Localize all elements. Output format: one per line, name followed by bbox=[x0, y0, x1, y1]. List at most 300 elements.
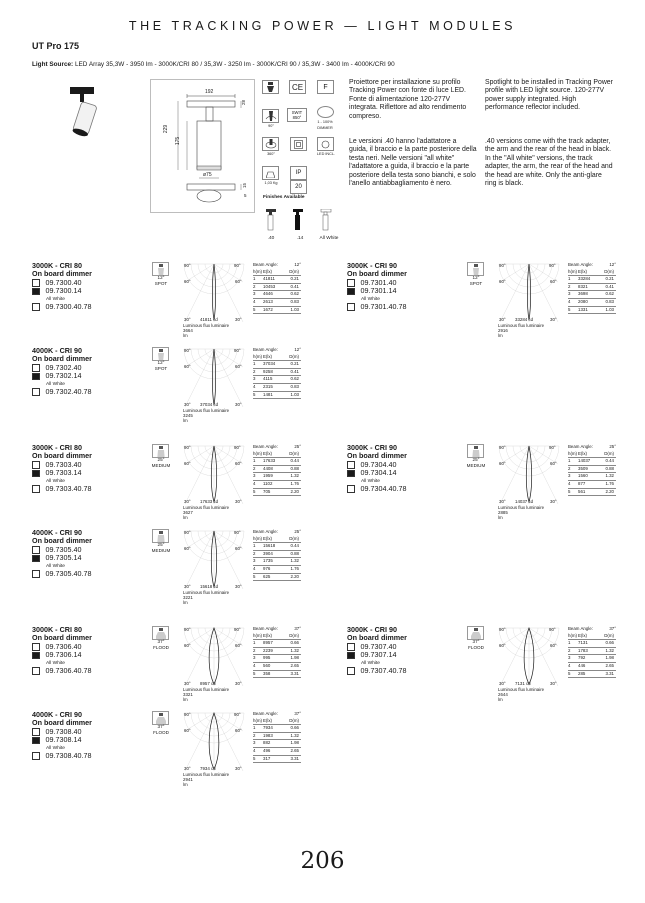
code-text: 09.7305.40 bbox=[45, 544, 82, 554]
cell-e: 37034 bbox=[263, 361, 276, 367]
polar-30-right: 30° bbox=[235, 402, 242, 407]
product-photo bbox=[64, 83, 109, 143]
variant-title: 3000K - CRI 90 bbox=[347, 261, 397, 270]
cell-d: 3.31 bbox=[290, 670, 299, 676]
table-row bbox=[568, 481, 616, 489]
cell-e: 877 bbox=[578, 480, 586, 486]
cell-d: 0.44 bbox=[290, 543, 299, 549]
beam-angle-value: 37° bbox=[294, 711, 301, 716]
cell-e: 1672 bbox=[263, 306, 273, 312]
cell-d: 0.88 bbox=[290, 550, 299, 556]
cell-d: 2.20 bbox=[290, 488, 299, 494]
variant-block bbox=[32, 528, 301, 605]
cell-d: 1.32 bbox=[290, 473, 299, 479]
cell-d: 0.62 bbox=[605, 291, 614, 297]
code-text: 09.7306.40 bbox=[45, 641, 82, 651]
illuminance-table bbox=[253, 444, 301, 496]
variant-subtitle: On board dimmer bbox=[32, 718, 92, 728]
polar-cd: 41811 cd bbox=[200, 317, 218, 322]
polar-cd: 37034 cd bbox=[200, 402, 219, 407]
polar-30-right: 30° bbox=[550, 499, 557, 504]
variant-block bbox=[347, 261, 616, 338]
table-row bbox=[253, 740, 301, 748]
beam-angle-row bbox=[253, 262, 301, 269]
all-white-label: All White bbox=[361, 660, 380, 666]
cell-h: 5 bbox=[568, 488, 571, 494]
table-row bbox=[253, 671, 301, 679]
illuminance-table bbox=[568, 626, 616, 678]
cell-e: 1983 bbox=[263, 732, 273, 738]
swatch-white bbox=[32, 461, 40, 469]
polar-90-left: 90° bbox=[184, 627, 191, 632]
led-included-label: LED INCL. bbox=[316, 152, 336, 156]
cell-e: 1783 bbox=[578, 647, 588, 653]
luminous-flux-label: Luminous flux luminaire bbox=[498, 505, 545, 510]
table-row bbox=[568, 466, 616, 474]
beam-icon bbox=[467, 626, 484, 640]
polar-60-right: 60° bbox=[235, 643, 242, 648]
dim-28: 28 bbox=[241, 99, 247, 106]
polar-60-left: 60° bbox=[499, 279, 506, 284]
cell-d: 0.62 bbox=[290, 376, 299, 382]
cell-d: 0.41 bbox=[605, 283, 614, 289]
code-text: 09.7304.40 bbox=[360, 459, 397, 469]
tilt-angle-label: 90° bbox=[268, 124, 274, 128]
swit-icon: SWIT 850° bbox=[287, 108, 307, 122]
led-icon bbox=[317, 137, 334, 151]
cell-e: 1959 bbox=[263, 473, 273, 479]
cell-d: 1.32 bbox=[290, 647, 299, 653]
cell-d: 3.31 bbox=[290, 755, 299, 761]
table-row bbox=[253, 543, 301, 551]
polar-60-left: 60° bbox=[184, 279, 191, 284]
luminous-flux-label: Luminous flux luminaire bbox=[183, 505, 230, 510]
polar-90-right: 90° bbox=[549, 445, 556, 450]
table-row bbox=[568, 640, 616, 648]
cell-e: 1481 bbox=[263, 391, 273, 397]
cell-h: 4 bbox=[568, 662, 571, 668]
cell-e: 705 bbox=[263, 488, 271, 494]
luminous-flux-label: Luminous flux luminaire bbox=[183, 323, 230, 328]
cell-h: 2 bbox=[253, 465, 256, 471]
cell-e: 10453 bbox=[263, 283, 276, 289]
variant-subtitle: On board dimmer bbox=[32, 451, 92, 461]
cell-e: 33284 bbox=[578, 276, 591, 282]
cell-d: 0.83 bbox=[605, 298, 614, 304]
polar-90-left: 90° bbox=[499, 445, 506, 450]
cell-h: 2 bbox=[253, 368, 256, 374]
beam-name: FLOOD bbox=[153, 645, 169, 650]
polar-diagram bbox=[183, 529, 245, 591]
code-dark bbox=[32, 372, 92, 380]
beam-name: SPOT bbox=[469, 281, 483, 286]
polar-30-right: 30° bbox=[235, 317, 242, 322]
table-row bbox=[253, 276, 301, 284]
all-white-label: All White bbox=[46, 745, 65, 751]
col-h: h(m) bbox=[253, 353, 263, 359]
code-dark bbox=[32, 651, 92, 659]
table-header bbox=[253, 354, 301, 362]
beam-angle-value: 12° bbox=[294, 347, 301, 352]
code-text: 09.7305.14 bbox=[45, 553, 82, 563]
cell-h: 3 bbox=[253, 558, 256, 564]
polar-90-right: 90° bbox=[234, 263, 241, 268]
cell-h: 5 bbox=[253, 391, 256, 397]
swatch-black bbox=[32, 737, 40, 745]
polar-60-right: 60° bbox=[235, 364, 242, 369]
cell-d: 0.21 bbox=[290, 361, 299, 367]
variant-block bbox=[32, 710, 301, 787]
code-text: 09.7306.14 bbox=[45, 650, 82, 660]
all-white-label: All White bbox=[361, 296, 380, 302]
col-h: h(m) bbox=[253, 268, 263, 274]
cell-h: 4 bbox=[253, 383, 256, 389]
polar-90-left: 90° bbox=[499, 263, 506, 268]
cell-h: 1 bbox=[253, 361, 256, 367]
cell-d: 1.32 bbox=[605, 473, 614, 479]
swatch-black bbox=[347, 288, 355, 296]
class-icon bbox=[290, 137, 307, 151]
cell-h: 4 bbox=[253, 565, 256, 571]
col-h: h(m) bbox=[568, 450, 578, 456]
code-text: 09.7303.14 bbox=[45, 468, 82, 478]
dim-192: 192 bbox=[205, 89, 214, 95]
variant-title: 4000K - CRI 90 bbox=[32, 346, 82, 355]
luminous-flux-label: Luminous flux luminaire bbox=[183, 590, 230, 595]
polar-90-right: 90° bbox=[234, 530, 241, 535]
weight-label: 1,03 Kg bbox=[264, 181, 278, 185]
description-it-versions: Le versioni .40 hanno l'adattatore a guida, il braccio e la parte posteriore della testa neri. Nelle versioni "all white" l'adattatore a guida, il braccio e la parte posteriore della testa sono bianchi, e solo l'anello antiabbagliamento è nero. bbox=[349, 138, 477, 188]
polar-30-right: 30° bbox=[235, 681, 242, 686]
code-text: 09.7307.14 bbox=[360, 650, 397, 660]
polar-60-left: 60° bbox=[184, 546, 191, 551]
table-row bbox=[253, 663, 301, 671]
polar-30-left: 30° bbox=[184, 317, 191, 322]
cell-e: 8957 bbox=[263, 640, 273, 646]
polar-90-right: 90° bbox=[234, 627, 241, 632]
col-d: D(m) bbox=[604, 632, 614, 638]
luminous-flux-value: 2885 lm bbox=[498, 510, 508, 520]
code-text: 09.7300.14 bbox=[45, 286, 82, 296]
beam-angle-row bbox=[253, 711, 301, 718]
code-all-white bbox=[32, 485, 92, 493]
cell-d: 2.65 bbox=[290, 662, 299, 668]
variant-block bbox=[32, 261, 301, 338]
luminous-flux-value: 3245 lm bbox=[183, 413, 193, 423]
cell-e: 561 bbox=[578, 488, 586, 494]
col-d: D(m) bbox=[289, 450, 299, 456]
cell-e: 1331 bbox=[578, 306, 588, 312]
cell-d: 0.44 bbox=[605, 458, 614, 464]
polar-30-left: 30° bbox=[184, 766, 191, 771]
cell-e: 1735 bbox=[263, 558, 273, 564]
cell-d: 1.03 bbox=[605, 306, 614, 312]
beam-angle-row bbox=[253, 444, 301, 451]
cell-d: 1.03 bbox=[290, 306, 299, 312]
code-text: 09.7308.40 bbox=[45, 726, 82, 736]
all-white-label: All White bbox=[361, 478, 380, 484]
cell-e: 995 bbox=[263, 655, 271, 661]
code-dark bbox=[32, 469, 92, 477]
polar-60-left: 60° bbox=[184, 728, 191, 733]
col-e: E(lx) bbox=[263, 535, 273, 541]
cell-e: 2613 bbox=[263, 298, 273, 304]
table-row bbox=[568, 489, 616, 497]
polar-90-right: 90° bbox=[234, 712, 241, 717]
cell-h: 2 bbox=[568, 283, 571, 289]
table-row bbox=[568, 458, 616, 466]
code-text: 09.7302.14 bbox=[45, 371, 82, 381]
polar-90-left: 90° bbox=[184, 348, 191, 353]
illuminance-table bbox=[568, 444, 616, 496]
code-text: 09.7302.40.78 bbox=[45, 386, 92, 396]
beam-angle-row bbox=[568, 444, 616, 451]
cell-e: 9258 bbox=[263, 368, 273, 374]
beam-name: SPOT bbox=[154, 281, 168, 286]
rotation-label: 360° bbox=[267, 152, 275, 156]
table-row bbox=[568, 473, 616, 481]
code-dark bbox=[32, 554, 92, 562]
swatch-white bbox=[32, 279, 40, 287]
table-row bbox=[568, 276, 616, 284]
beam-icon bbox=[467, 262, 484, 276]
tilt-icon bbox=[262, 109, 279, 123]
code-text: 09.7308.40.78 bbox=[45, 750, 92, 760]
col-d: D(m) bbox=[289, 632, 299, 638]
table-row bbox=[253, 566, 301, 574]
table-row bbox=[253, 481, 301, 489]
table-row bbox=[568, 655, 616, 663]
swatch-white bbox=[347, 485, 355, 493]
cell-h: 1 bbox=[568, 276, 571, 282]
swatch-black bbox=[32, 652, 40, 660]
cell-h: 4 bbox=[253, 480, 256, 486]
cell-d: 0.66 bbox=[290, 640, 299, 646]
variant-subtitle: On board dimmer bbox=[32, 354, 92, 364]
light-source-text: LED Array 35,3W - 3950 lm - 3000K/CRI 80 / 35,3W - 3250 lm - 3000K/CRI 90 / 35,3W - 3400 lm - 4000K/CRI 90 bbox=[73, 61, 395, 68]
ip-value: 20 bbox=[290, 180, 307, 194]
polar-cd: 15618 cd bbox=[200, 584, 219, 589]
beam-angle-label: Beam Angle: bbox=[253, 529, 278, 534]
variant-subtitle: On board dimmer bbox=[32, 633, 92, 643]
polar-30-left: 30° bbox=[184, 681, 191, 686]
code-all-white bbox=[347, 667, 407, 675]
cell-e: 3904 bbox=[263, 550, 273, 556]
swatch-black bbox=[32, 555, 40, 563]
polar-60-left: 60° bbox=[499, 461, 506, 466]
rotation-icon bbox=[262, 137, 279, 151]
beam-degree: 37° bbox=[157, 724, 165, 729]
cell-e: 2239 bbox=[263, 647, 273, 653]
variant-block bbox=[347, 625, 616, 702]
cell-d: 1.98 bbox=[290, 655, 299, 661]
cell-d: 2.65 bbox=[605, 662, 614, 668]
beam-angle-value: 25° bbox=[294, 529, 301, 534]
col-d: D(m) bbox=[604, 450, 614, 456]
code-all-white bbox=[32, 667, 92, 675]
col-e: E(lx) bbox=[578, 450, 588, 456]
polar-diagram bbox=[183, 262, 245, 324]
cell-h: 3 bbox=[568, 655, 571, 661]
beam-angle-value: 37° bbox=[609, 626, 616, 631]
beam-angle-row bbox=[253, 347, 301, 354]
cell-d: 0.66 bbox=[290, 725, 299, 731]
code-text: 09.7308.14 bbox=[45, 735, 82, 745]
beam-angle-value: 12° bbox=[294, 262, 301, 267]
swatch-white bbox=[32, 570, 40, 578]
beam-degree: 25° bbox=[157, 457, 165, 462]
table-row bbox=[253, 299, 301, 307]
cell-d: 0.83 bbox=[290, 383, 299, 389]
variant-subtitle: On board dimmer bbox=[347, 269, 407, 279]
cell-e: 17633 bbox=[263, 458, 276, 464]
dim-175: 175 bbox=[175, 136, 182, 146]
polar-90-right: 90° bbox=[234, 348, 241, 353]
illuminance-table bbox=[253, 262, 301, 314]
code-dark bbox=[347, 651, 407, 659]
table-row bbox=[253, 291, 301, 299]
table-header bbox=[253, 718, 301, 726]
col-e: E(lx) bbox=[263, 717, 273, 723]
col-d: D(m) bbox=[289, 717, 299, 723]
beam-angle-label: Beam Angle: bbox=[568, 262, 593, 267]
ip-label: IP bbox=[290, 166, 307, 180]
cell-d: 1.76 bbox=[605, 480, 614, 486]
cell-d: 0.41 bbox=[290, 283, 299, 289]
beam-icon bbox=[152, 444, 169, 458]
table-header bbox=[253, 633, 301, 641]
cell-d: 0.88 bbox=[290, 465, 299, 471]
polar-60-right: 60° bbox=[550, 461, 557, 466]
illuminance-table bbox=[253, 529, 301, 581]
cell-d: 0.21 bbox=[290, 276, 299, 282]
cell-d: 1.98 bbox=[605, 655, 614, 661]
cell-d: 1.32 bbox=[290, 732, 299, 738]
polar-30-left: 30° bbox=[184, 584, 191, 589]
variant-title: 4000K - CRI 90 bbox=[32, 528, 82, 537]
beam-angle-label: Beam Angle: bbox=[253, 262, 278, 267]
cell-h: 1 bbox=[253, 276, 256, 282]
finish-all-white: All White bbox=[319, 236, 339, 241]
cell-h: 4 bbox=[568, 480, 571, 486]
beam-icon bbox=[152, 711, 169, 725]
table-row bbox=[253, 640, 301, 648]
variant-title: 4000K - CRI 90 bbox=[32, 710, 82, 719]
table-header bbox=[253, 269, 301, 277]
polar-30-left: 30° bbox=[499, 317, 506, 322]
code-text: 09.7301.14 bbox=[360, 286, 397, 296]
variant-title: 3000K - CRI 90 bbox=[347, 443, 397, 452]
cell-e: 1102 bbox=[263, 480, 273, 486]
code-all-white bbox=[32, 570, 92, 578]
cell-h: 2 bbox=[253, 732, 256, 738]
polar-30-left: 30° bbox=[184, 499, 191, 504]
polar-30-right: 30° bbox=[235, 499, 242, 504]
table-row bbox=[253, 489, 301, 497]
polar-30-left: 30° bbox=[499, 499, 506, 504]
swatch-white bbox=[32, 667, 40, 675]
table-row bbox=[253, 574, 301, 582]
luminous-flux-value: 3664 lm bbox=[183, 328, 193, 338]
variant-block bbox=[32, 346, 301, 423]
cell-e: 8321 bbox=[578, 283, 588, 289]
illuminance-table bbox=[253, 711, 301, 763]
col-d: D(m) bbox=[604, 268, 614, 274]
polar-30-right: 30° bbox=[235, 584, 242, 589]
polar-90-left: 90° bbox=[184, 712, 191, 717]
code-all-white bbox=[347, 303, 407, 311]
illuminance-table bbox=[253, 347, 301, 399]
code-all-white bbox=[32, 752, 92, 760]
variant-block bbox=[347, 443, 616, 520]
luminous-flux-value: 2941 lm bbox=[183, 777, 193, 787]
table-row bbox=[253, 655, 301, 663]
cell-d: 1.32 bbox=[290, 558, 299, 564]
col-e: E(lx) bbox=[578, 268, 588, 274]
code-all-white bbox=[347, 485, 407, 493]
polar-60-right: 60° bbox=[235, 279, 242, 284]
dimmer-range-label: 1 - 100% bbox=[317, 120, 333, 124]
code-text: 09.7303.40 bbox=[45, 459, 82, 469]
cell-d: 1.03 bbox=[290, 391, 299, 397]
cell-h: 1 bbox=[253, 640, 256, 646]
cell-h: 3 bbox=[253, 655, 256, 661]
cell-d: 0.66 bbox=[605, 640, 614, 646]
beam-icon bbox=[152, 347, 169, 361]
cell-e: 560 bbox=[263, 662, 271, 668]
cell-h: 5 bbox=[253, 573, 256, 579]
code-text: 09.7303.40.78 bbox=[45, 483, 92, 493]
cell-h: 1 bbox=[253, 458, 256, 464]
beam-angle-value: 37° bbox=[294, 626, 301, 631]
cell-e: 7934 bbox=[263, 725, 273, 731]
beam-icon bbox=[152, 626, 169, 640]
code-text: 09.7301.40 bbox=[360, 277, 397, 287]
cell-e: 15618 bbox=[263, 543, 276, 549]
cell-h: 3 bbox=[253, 376, 256, 382]
polar-diagram bbox=[183, 626, 245, 688]
cell-h: 5 bbox=[568, 670, 571, 676]
cell-e: 7131 bbox=[578, 640, 588, 646]
cell-h: 3 bbox=[568, 473, 571, 479]
col-h: h(m) bbox=[568, 632, 578, 638]
swatch-white bbox=[32, 485, 40, 493]
code-dark bbox=[32, 287, 92, 295]
col-d: D(m) bbox=[289, 535, 299, 541]
beam-angle-row bbox=[568, 626, 616, 633]
table-row bbox=[253, 376, 301, 384]
polar-60-left: 60° bbox=[184, 461, 191, 466]
cell-d: 0.83 bbox=[290, 298, 299, 304]
dim-15: 15 bbox=[242, 182, 248, 189]
table-row bbox=[253, 648, 301, 656]
polar-cd: 7131 cd bbox=[515, 681, 531, 686]
cell-h: 5 bbox=[253, 306, 256, 312]
polar-cd: 17633 cd bbox=[200, 499, 219, 504]
luminous-flux-label: Luminous flux luminaire bbox=[183, 772, 230, 777]
cell-d: 3.31 bbox=[605, 670, 614, 676]
polar-90-right: 90° bbox=[549, 627, 556, 632]
table-row bbox=[568, 284, 616, 292]
beam-name: MEDIUM bbox=[151, 463, 171, 468]
swatch-white bbox=[347, 643, 355, 651]
beam-degree: 12° bbox=[157, 360, 165, 365]
polar-30-left: 30° bbox=[184, 402, 191, 407]
beam-icon bbox=[467, 444, 484, 458]
polar-diagram bbox=[498, 444, 560, 506]
variant-title: 3000K - CRI 80 bbox=[32, 443, 82, 452]
table-row bbox=[568, 299, 616, 307]
